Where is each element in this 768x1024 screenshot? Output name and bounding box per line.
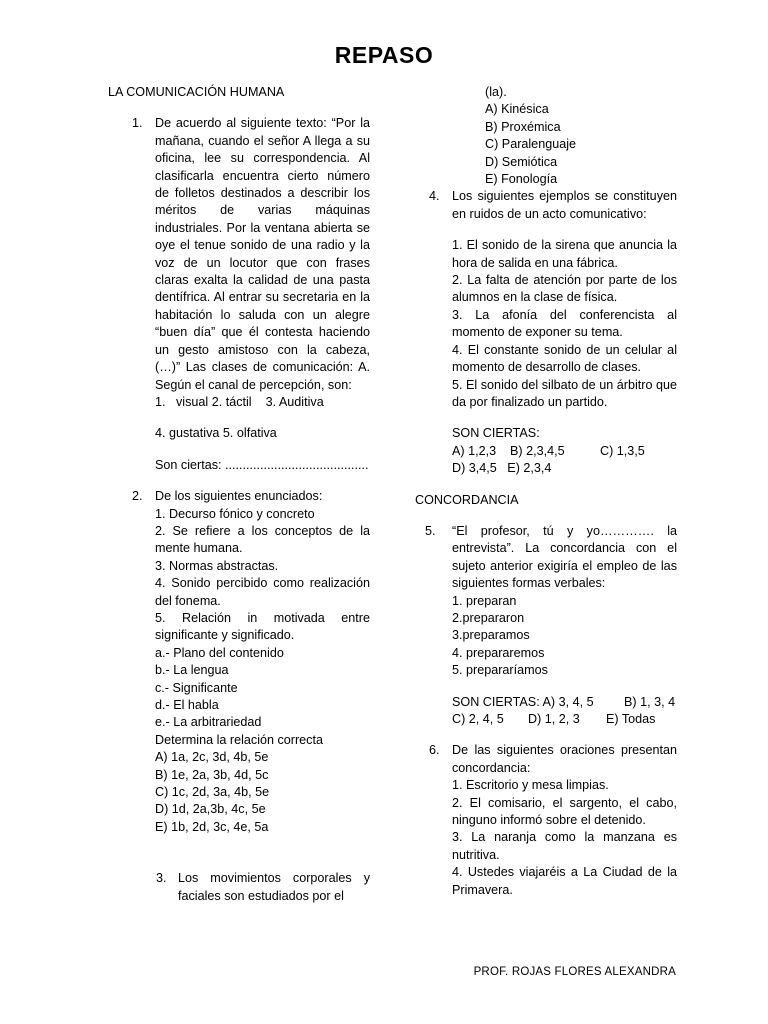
answer-line: Son ciertas: ......................................... (155, 457, 369, 472)
list-item: d.- El habla (155, 698, 219, 712)
question-3 (108, 870, 370, 905)
list-item: 4. prepararemos (452, 645, 545, 660)
list-item: 3. Normas abstractas. (155, 558, 279, 573)
question-number: 4. (429, 189, 440, 204)
answer-option: C) 1c, 2d, 3a, 4b, 5e (155, 785, 270, 800)
answer-option: D) 1, 2, 3 (528, 712, 580, 726)
option-line: 4. gustativa 5. olfativa (155, 426, 277, 441)
left-column (108, 84, 370, 905)
question-text: De los siguientes enunciados: (155, 489, 323, 504)
list-item: 4. Sonido percibido como realización del fonema. (155, 576, 370, 608)
page-title: REPASO (334, 42, 434, 68)
list-item: a.- Plano del contenido (155, 645, 284, 660)
question-text: Los siguientes ejemplos se constituyen en ruidos de un acto comunicativo: (452, 189, 677, 221)
answer-option: B) 1, 3, 4 (624, 694, 676, 709)
question-number: 6. (429, 743, 440, 758)
question-number: 1. (132, 116, 143, 131)
section-heading-comunicacion: LA COMUNICACIÓN HUMANA (108, 85, 285, 99)
list-item: c.- Significante (155, 680, 238, 695)
answer-option: C) 1,3,5 (600, 443, 645, 458)
question-1 (108, 115, 370, 474)
answer-option: B) 1e, 2a, 3b, 4d, 5c (155, 767, 269, 782)
question-4 (415, 188, 677, 477)
answer-option: C) Paralenguaje (485, 137, 577, 152)
list-item: 2. El comisario, el sargento, el cabo, ninguno informó sobre el detenido. (452, 795, 677, 828)
question-text: De acuerdo al siguiente texto: “Por la mañana, cuando el señor A llega a su oficina, lee su correspondencia. Al clasificarla encuentra cierto número de folletos destinados a describir los méritos de varias máquinas industriales. Por la ventana abierta se oye el tenue sonido de una radio y la voz de un locutor que con frases claras exalta la calidad de una pasta dentífrica. Al entrar su secretaria en la habitación lo saluda con un alegre “buen día” que él contesta haciendo un gesto amistoso con la cabeza, (…)” Las clases de comunicación: A. Según el canal de percepción, son: (155, 116, 370, 392)
list-item: 4. Ustedes viajaréis a La Ciudad de la Primavera. (452, 865, 677, 897)
list-item: 5. El sonido del silbato de un árbitro que da por finalizado un partido. (452, 377, 677, 409)
author-footer: PROF. ROJAS FLORES ALEXANDRA (473, 966, 676, 978)
question-text-continuation: (la). (485, 85, 507, 99)
answer-option: E) Todas (606, 712, 656, 726)
list-item: 1. preparan (452, 593, 517, 608)
question-text: De las siguientes oraciones presentan concordancia: (452, 743, 677, 775)
list-item: 3. La afonía del conferencista al momento de exponer su tema. (452, 307, 677, 340)
answer-option: A) 1a, 2c, 3d, 4b, 5e (155, 750, 269, 765)
option-line: 1. visual 2. táctil 3. Auditiva (155, 394, 324, 409)
answer-option: A) 1,2,3 (452, 443, 497, 458)
question-number: 5. (425, 523, 436, 538)
answer-option: E) 1b, 2d, 3c, 4e, 5a (155, 819, 269, 834)
list-item: 1. El sonido de la sirena que anuncia la hora de salida en una fábrica. (452, 238, 677, 270)
list-item: e.- La arbitrariedad (155, 715, 262, 730)
answer-option: B) 2,3,4,5 (510, 443, 565, 458)
list-item: 5. prepararíamos (452, 663, 548, 678)
answer-heading: SON CIERTAS: (452, 426, 540, 441)
question-text: Los movimientos corporales y faciales son estudiados por el (178, 871, 370, 903)
question-text: “El profesor, tú y yo…………. la entrevista”. La concordancia con el sujeto anterior exigiría el empleo de las siguientes formas verbales: (452, 523, 677, 591)
section-heading-concordancia: CONCORDANCIA (415, 492, 519, 507)
question-number: 3. (156, 871, 167, 886)
answer-option: SON CIERTAS: A) 3, 4, 5 (452, 694, 594, 709)
answer-row (452, 711, 677, 728)
list-item: 4. El constante sonido de un celular al momento de desarrollo de clases. (452, 342, 677, 375)
list-item: 5. Relación in motivada entre significante y significado. (155, 610, 370, 643)
answer-option: D) Semiótica (485, 154, 558, 169)
question-6 (415, 742, 677, 899)
answer-option: D) 1d, 2a,3b, 4c, 5e (155, 802, 266, 817)
question-prompt: Determina la relación correcta (155, 732, 323, 747)
question-3-continuation (415, 84, 677, 188)
list-item: b.- La lengua (155, 663, 229, 678)
question-2 (108, 488, 370, 836)
answer-option: B) Proxémica (485, 119, 561, 134)
list-item: 1. Escritorio y mesa limpias. (452, 778, 609, 793)
answer-option: E) Fonología (485, 172, 558, 187)
list-item: 1. Decurso fónico y concreto (155, 506, 315, 521)
list-item: 2. La falta de atención por parte de los alumnos en la clase de física. (452, 273, 677, 305)
right-column (415, 84, 677, 899)
list-item: 3. La naranja como la manzana es nutritiva. (452, 830, 677, 862)
answer-row (452, 694, 677, 711)
answer-option: A) Kinésica (485, 102, 549, 117)
question-number: 2. (132, 489, 143, 504)
answer-option: C) 2, 4, 5 (452, 712, 504, 726)
list-item: 2.prepararon (452, 610, 525, 625)
answer-option: D) 3,4,5 E) 2,3,4 (452, 461, 552, 476)
question-5 (415, 523, 677, 728)
answer-row (452, 443, 677, 460)
list-item: 3.preparamos (452, 628, 530, 643)
list-item: 2. Se refiere a los conceptos de la mente humana. (155, 523, 370, 556)
